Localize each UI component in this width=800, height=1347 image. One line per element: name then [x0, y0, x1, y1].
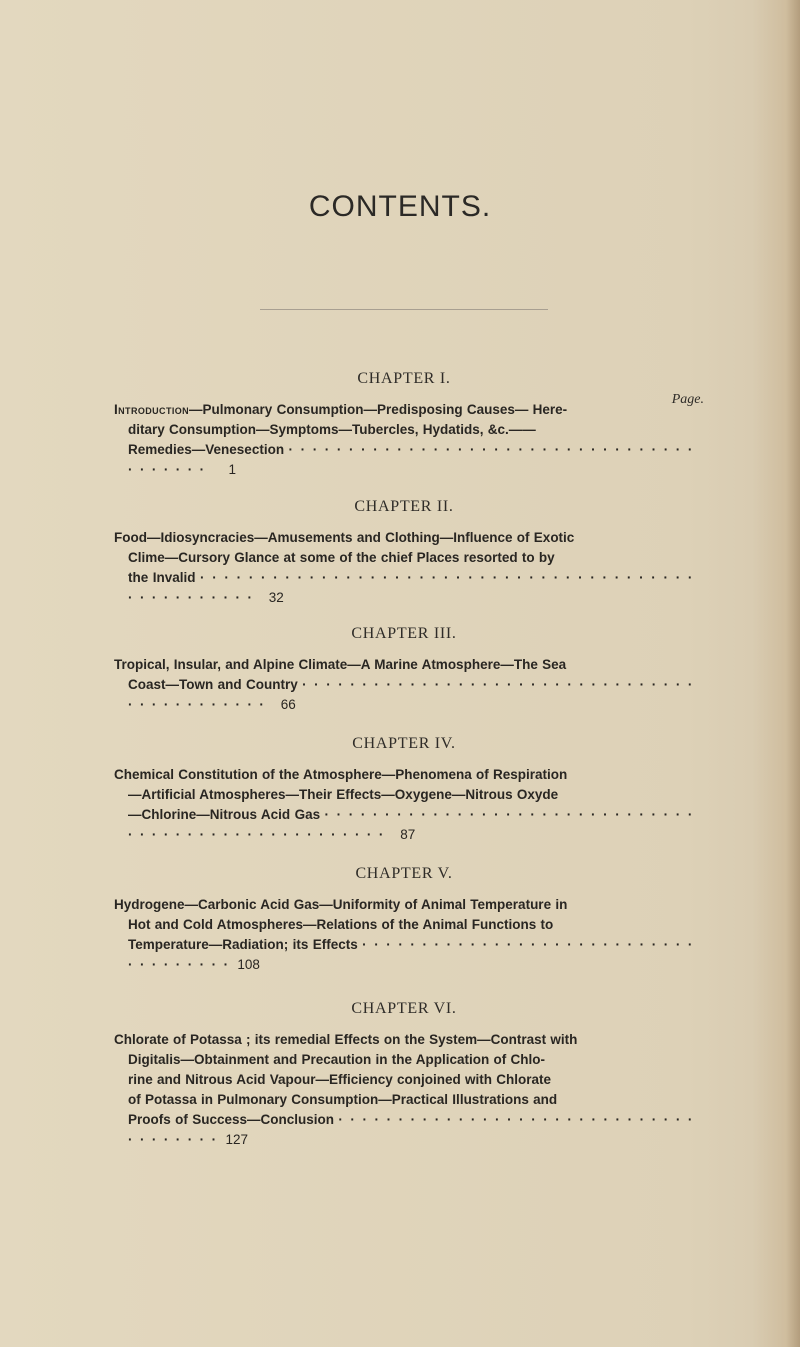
chapter-4-text-1: Chemical Constitution of the Atmosphere—Phenomena of Respiration	[114, 767, 568, 782]
chapter-3-entry	[114, 625, 694, 715]
chapter-1-text-3: Remedies—Venesection	[128, 442, 285, 457]
chapter-2-text-3: the Invalid	[128, 570, 196, 585]
chapter-1-heading: CHAPTER I.	[357, 370, 451, 387]
chapter-5-text-3: Temperature—Radiation; its Effects	[128, 937, 358, 952]
chapter-4-leader-dots: · · · · · · · · · · · · · · · · · · · · · · · · · · · · · · · · · · · · · · · · · · · · · · · · · · · · ·	[128, 807, 694, 842]
chapter-5-leader-dots: · · · · · · · · · · · · · · · · · · · · · · · · · · · · · · · · · · · · ·	[128, 937, 694, 972]
chapter-2-leader-dots: · · · · · · · · · · · · · · · · · · · · · · · · · · · · · · · · · · · · · · · · · · · · · · · · · · · ·	[128, 570, 694, 605]
chapter-1-leader-dots: · · · · · · · · · · · · · · · · · · · · · · · · · · · · · · · · · · · · · · · · ·	[128, 442, 694, 477]
chapter-1-lead: Introduction	[114, 402, 190, 417]
chapter-6-text-2: Digitalis—Obtainment and Precaution in the Application of Chlo-	[128, 1052, 546, 1067]
chapter-6-text-4: of Potassa in Pulmonary Consumption—Practical Illustrations and	[128, 1092, 558, 1107]
chapter-4-page-number: 87	[400, 827, 416, 842]
chapter-1-text-2: ditary Consumption—Symptoms—Tubercles, Hydatids, &c.——	[128, 422, 536, 437]
chapter-1-page-number: 1	[228, 462, 237, 477]
chapter-3-leader-dots: · · · · · · · · · · · · · · · · · · · · · · · · · · · · · · · · · · · · · · · · · · · · ·	[128, 677, 694, 712]
chapter-3-description	[114, 655, 694, 715]
chapter-4-text-2: —Artificial Atmospheres—Their Effects—Oxygene—Nitrous Oxyde	[128, 787, 559, 802]
chapter-5-text-2: Hot and Cold Atmospheres—Relations of the Animal Functions to	[128, 917, 554, 932]
chapter-3-page-number: 66	[280, 697, 296, 712]
chapter-5-page-number: 108	[237, 957, 260, 972]
chapter-6-entry	[114, 1000, 694, 1150]
chapter-6-page-number: 127	[225, 1132, 248, 1147]
chapter-6-text-5: Proofs of Success—Conclusion	[128, 1112, 334, 1127]
chapter-6-leader-dots: · · · · · · · · · · · · · · · · · · · · · · · · · · · · · · · · · · · · · ·	[128, 1112, 694, 1147]
chapter-2-text-2: Clime—Cursory Glance at some of the chief Places resorted to by	[128, 550, 555, 565]
chapter-6-text-1: Chlorate of Potassa ; its remedial Effects on the System—Contrast with	[114, 1032, 578, 1047]
chapter-4-text-3: —Chlorine—Nitrous Acid Gas	[128, 807, 321, 822]
chapter-6-text-3: rine and Nitrous Acid Vapour—Efficiency conjoined with Chlorate	[128, 1072, 552, 1087]
chapter-5-entry	[114, 865, 694, 975]
chapter-3-heading: CHAPTER III.	[351, 625, 457, 642]
chapter-4-heading: CHAPTER IV.	[352, 735, 456, 752]
chapter-5-text-1: Hydrogene—Carbonic Acid Gas—Uniformity of Animal Temperature in	[114, 897, 568, 912]
contents-title: CONTENTS.	[308, 190, 492, 223]
chapter-2-description	[114, 528, 694, 608]
chapter-6-description	[114, 1030, 694, 1150]
chapter-3-text-1: Tropical, Insular, and Alpine Climate—A Marine Atmosphere—The Sea	[114, 657, 567, 672]
chapter-5-heading: CHAPTER V.	[355, 865, 453, 882]
chapter-2-page-number: 32	[268, 590, 284, 605]
chapter-4-entry	[114, 735, 694, 845]
chapter-6-heading: CHAPTER VI.	[351, 1000, 457, 1017]
chapter-2-text-1: Food—Idiosyncracies—Amusements and Clothing—Influence of Exotic	[114, 530, 575, 545]
chapter-2-entry	[114, 498, 694, 608]
title-divider	[260, 309, 548, 310]
chapter-1-text-1: —Pulmonary Consumption—Predisposing Causes— Here-	[189, 402, 568, 417]
page-column-label: Page.	[671, 392, 704, 407]
chapter-4-description	[114, 765, 694, 845]
chapter-3-text-2: Coast—Town and Country	[128, 677, 298, 692]
chapter-1-description	[114, 400, 694, 480]
chapter-1-entry	[114, 370, 704, 480]
chapter-5-description	[114, 895, 694, 975]
chapter-2-heading: CHAPTER II.	[354, 498, 454, 515]
